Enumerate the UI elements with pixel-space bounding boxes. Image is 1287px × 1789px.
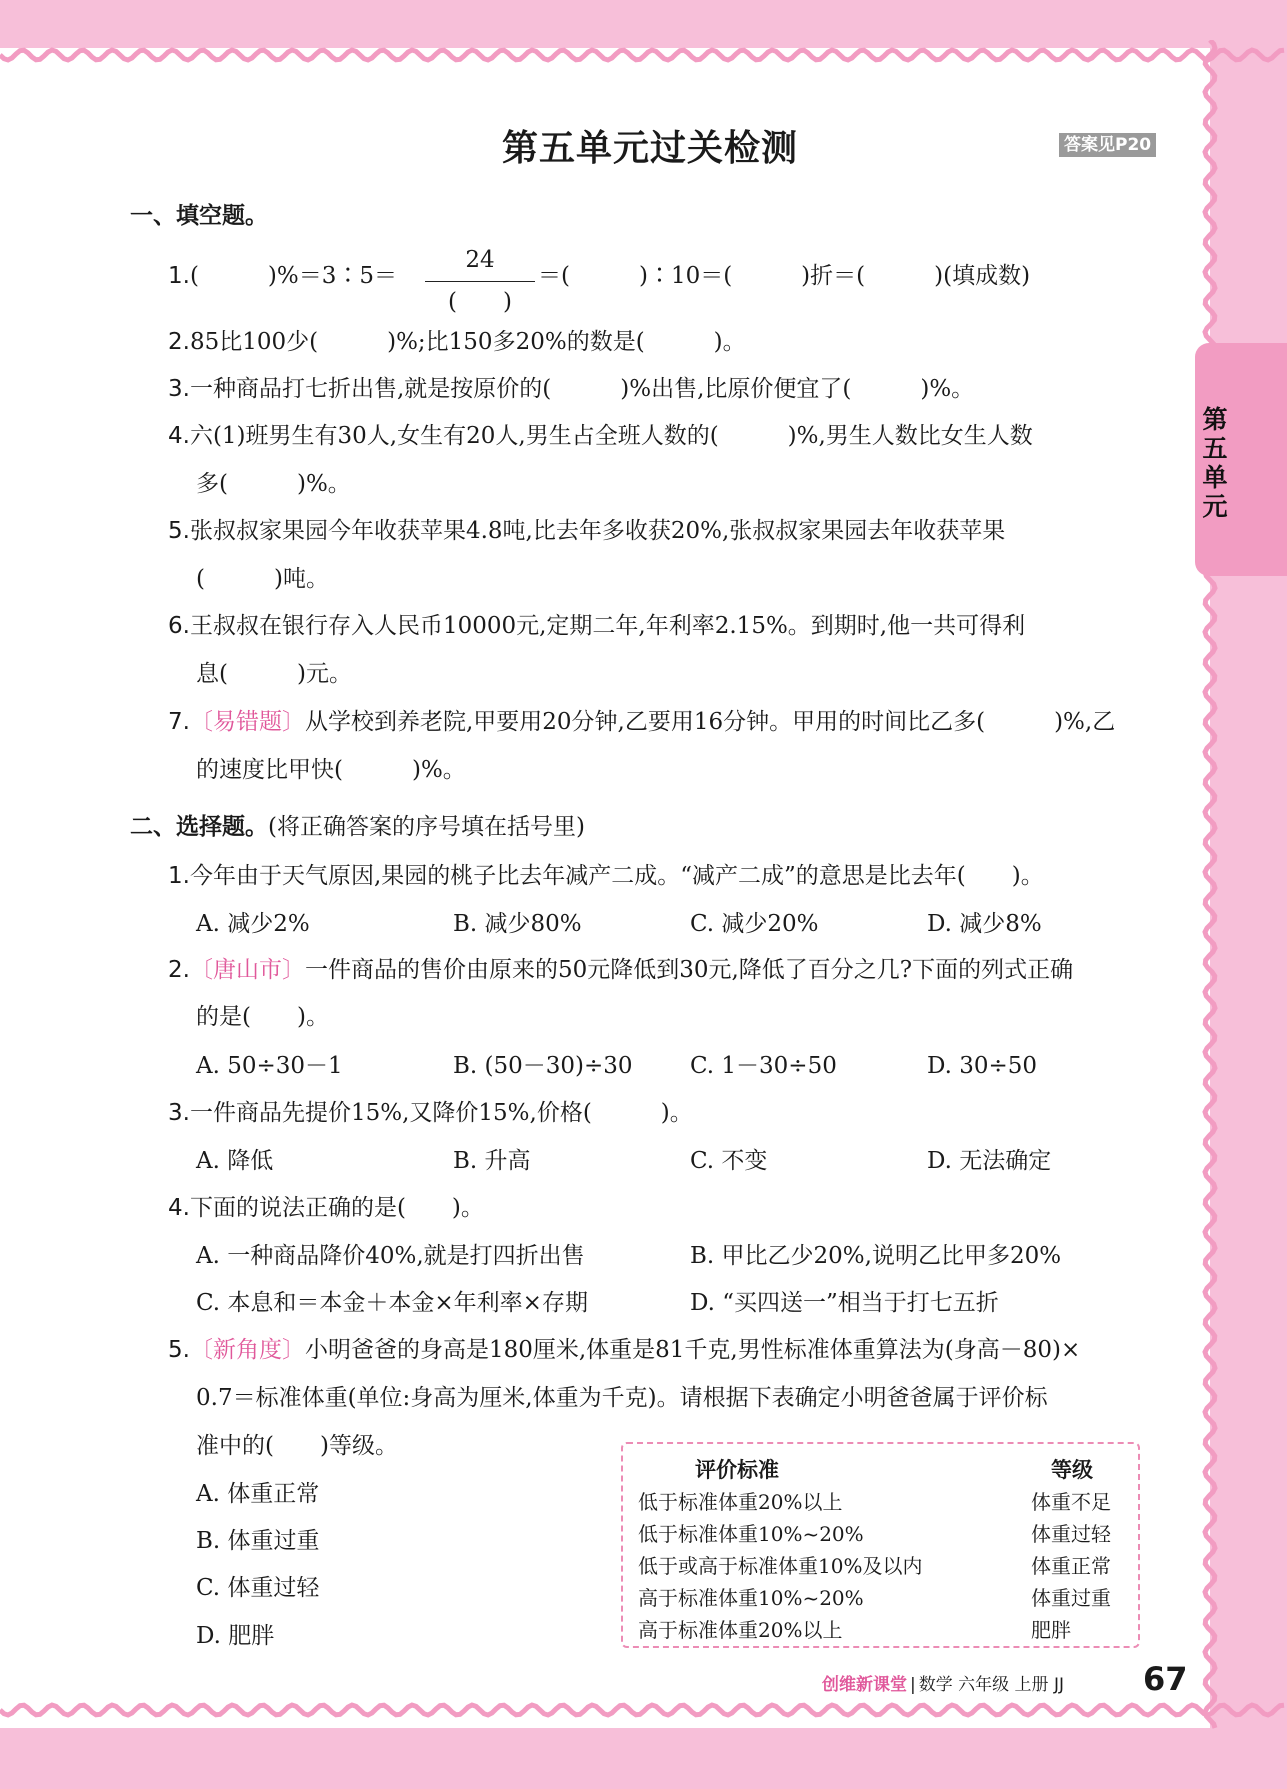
table-cell-grade: 体重正常 — [1031, 1554, 1111, 1578]
option-2-4-d: D. “买四送一”相当于打七五折 — [690, 1290, 999, 1316]
question-1-4-cont: 多( )%。 — [196, 471, 351, 497]
question-text: 85比100少( )%;比150多20%的数是( )。 — [189, 329, 746, 355]
option-2-5-a: A. 体重正常 — [196, 1481, 320, 1507]
question-2-2-cont: 的是( )。 — [196, 1004, 329, 1030]
wavy-border-right — [1195, 40, 1225, 1730]
question-1-5-cont: ( )吨。 — [196, 566, 329, 592]
option-2-4-c: C. 本息和＝本金＋本金×年利率×存期 — [196, 1290, 588, 1316]
table-cell-standard: 低于标准体重10%~20% — [638, 1522, 864, 1546]
option-2-3-a: A. 降低 — [196, 1148, 274, 1174]
page-title: 第五单元过关检测 — [501, 128, 798, 169]
question-1-1 — [168, 262, 397, 290]
section-2-heading-text: 二、选择题。 — [130, 814, 268, 840]
fraction-denominator: ( ) — [448, 289, 512, 315]
question-2-4 — [168, 1194, 484, 1222]
table-header-grade: 等级 — [1051, 1458, 1093, 1482]
table-cell-standard: 高于标准体重20%以上 — [638, 1618, 843, 1642]
table-cell-grade: 体重过轻 — [1031, 1522, 1111, 1546]
option-2-1-b: B. 减少80% — [453, 911, 582, 937]
option-2-2-c: C. 1－30÷50 — [690, 1053, 837, 1079]
question-number: 5. — [168, 1337, 190, 1363]
section-2-heading — [130, 813, 585, 841]
question-tag: 〔新角度〕 — [189, 1337, 305, 1363]
table-header-standard: 评价标准 — [695, 1458, 779, 1482]
question-tag: 〔唐山市〕 — [189, 957, 305, 983]
option-2-5-d: D. 肥胖 — [196, 1623, 275, 1649]
question-2-5-cont-2: 准中的( )等级。 — [196, 1433, 398, 1459]
answer-reference-badge: 答案见P20 — [1059, 133, 1156, 157]
fraction-numerator: 24 — [465, 247, 495, 273]
question-1-5 — [168, 517, 1005, 545]
question-text: 张叔叔家果园今年收获苹果4.8吨,比去年多收获20%,张叔叔家果园去年收获苹果 — [189, 518, 1006, 544]
option-2-4-a: A. 一种商品降价40%,就是打四折出售 — [196, 1243, 585, 1269]
question-number: 4. — [168, 1195, 190, 1221]
option-2-1-c: C. 减少20% — [690, 911, 819, 937]
unit-side-tab-label: 第五单元 — [1202, 405, 1228, 521]
option-2-5-b: B. 体重过重 — [196, 1528, 320, 1554]
option-2-3-d: D. 无法确定 — [927, 1148, 1052, 1174]
question-text: 一件商品先提价15%,又降价15%,价格( )。 — [189, 1100, 693, 1126]
table-cell-standard: 低于或高于标准体重10%及以内 — [638, 1554, 923, 1578]
question-text: 一件商品的售价由原来的50元降低到30元,降低了百分之几?下面的列式正确 — [304, 957, 1074, 983]
option-2-4-b: B. 甲比乙少20%,说明乙比甲多20% — [690, 1243, 1062, 1269]
question-text: 今年由于天气原因,果园的桃子比去年减产二成。“减产二成”的意思是比去年( )。 — [189, 863, 1044, 889]
table-cell-standard: 低于标准体重20%以上 — [638, 1490, 843, 1514]
question-1-2 — [168, 328, 746, 356]
question-text: 小明爸爸的身高是180厘米,体重是81千克,男性标准体重算法为(身高－80)× — [304, 1337, 1081, 1363]
table-cell-grade: 体重不足 — [1031, 1490, 1111, 1514]
question-1-6-cont: 息( )元。 — [196, 661, 352, 687]
table-cell-standard: 高于标准体重10%~20% — [638, 1586, 864, 1610]
wavy-border-bottom — [0, 1695, 1287, 1725]
question-text: 下面的说法正确的是( )。 — [189, 1195, 484, 1221]
footer-book-info: 数学 六年级 上册 JJ — [918, 1675, 1064, 1695]
footer-separator: | — [910, 1675, 916, 1695]
wavy-border-top — [0, 40, 1287, 70]
question-number: 3. — [168, 1100, 190, 1126]
option-2-2-a: A. 50÷30－1 — [196, 1053, 343, 1079]
question-1-6 — [168, 612, 1025, 640]
table-cell-grade: 肥胖 — [1031, 1618, 1071, 1642]
question-number: 4. — [168, 423, 190, 449]
option-2-2-b: B. (50－30)÷30 — [453, 1053, 633, 1079]
question-text: 从学校到养老院,甲要用20分钟,乙要用16分钟。甲用的时间比乙多( )%,乙 — [304, 709, 1116, 735]
question-2-3 — [168, 1099, 693, 1127]
question-number: 5. — [168, 518, 190, 544]
question-text-right: ＝( )∶10＝( )折＝( )(填成数) — [538, 263, 1031, 289]
question-number: 1. — [168, 263, 190, 289]
question-1-3 — [168, 375, 974, 403]
option-2-3-c: C. 不变 — [690, 1148, 768, 1174]
footer — [822, 1670, 1064, 1695]
page-number: 67 — [1143, 1660, 1188, 1698]
section-1-heading: 一、填空题。 — [130, 203, 268, 229]
question-number: 7. — [168, 709, 190, 735]
question-1-7-cont: 的速度比甲快( )%。 — [196, 757, 466, 783]
question-number: 1. — [168, 863, 190, 889]
question-number: 2. — [168, 957, 190, 983]
question-text-left: ( )%＝3∶5＝ — [189, 263, 398, 289]
question-text: 一种商品打七折出售,就是按原价的( )%出售,比原价便宜了( )%。 — [189, 376, 975, 402]
footer-brand: 创维新课堂 — [822, 1675, 907, 1695]
option-2-1-d: D. 减少8% — [927, 911, 1042, 937]
question-2-1 — [168, 862, 1044, 890]
option-2-3-b: B. 升高 — [453, 1148, 531, 1174]
question-text: 六(1)班男生有30人,女生有20人,男生占全班人数的( )%,男生人数比女生人数 — [189, 423, 1033, 449]
question-2-5-cont-1: 0.7＝标准体重(单位:身高为厘米,体重为千克)。请根据下表确定小明爸爸属于评价标 — [196, 1385, 1048, 1411]
question-number: 2. — [168, 329, 190, 355]
question-text: 王叔叔在银行存入人民币10000元,定期二年,年利率2.15%。到期时,他一共可得利 — [189, 613, 1026, 639]
section-2-heading-note: (将正确答案的序号填在括号里) — [268, 814, 585, 840]
question-number: 3. — [168, 376, 190, 402]
question-1-4 — [168, 422, 1033, 450]
evaluation-standard-table — [621, 1442, 1140, 1648]
question-number: 6. — [168, 613, 190, 639]
option-2-1-a: A. 减少2% — [196, 911, 310, 937]
option-2-5-c: C. 体重过轻 — [196, 1575, 320, 1601]
question-2-5 — [168, 1336, 1080, 1364]
question-1-7 — [168, 708, 1115, 736]
fraction-bar — [425, 281, 535, 282]
option-2-2-d: D. 30÷50 — [927, 1053, 1038, 1079]
fraction-blank — [425, 247, 535, 315]
table-cell-grade: 体重过重 — [1031, 1586, 1111, 1610]
question-2-2 — [168, 956, 1073, 984]
question-tag: 〔易错题〕 — [189, 709, 305, 735]
